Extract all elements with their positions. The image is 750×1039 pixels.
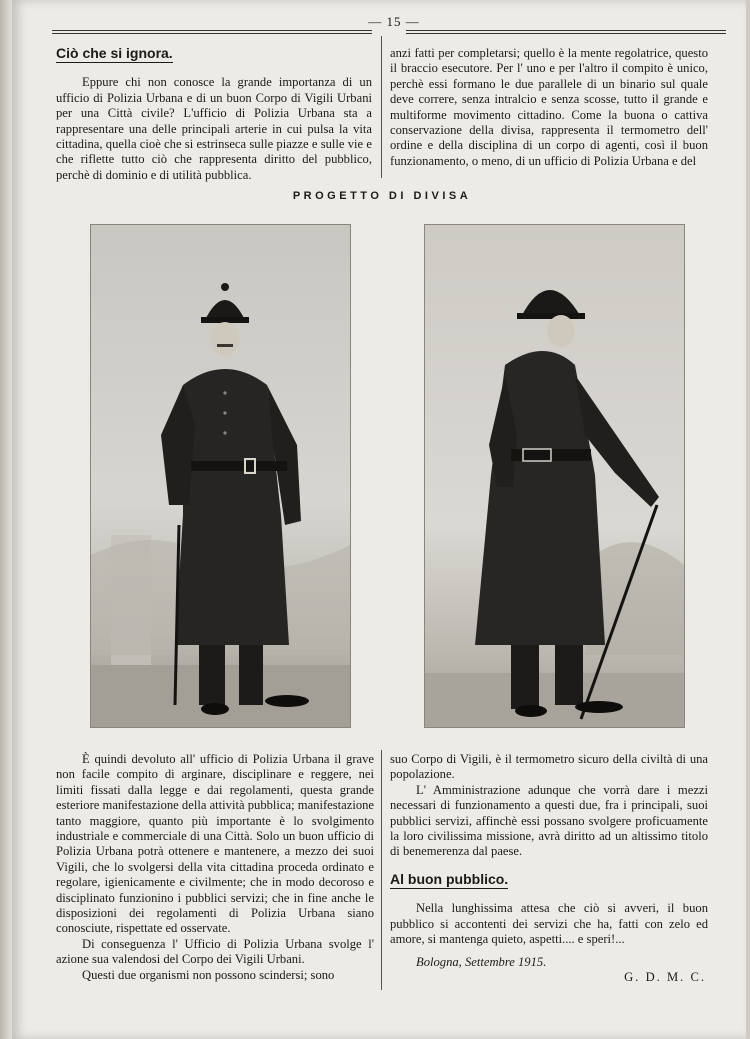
section-heading-ignora: Ciò che si ignora. (56, 46, 173, 63)
column-divider (381, 750, 382, 990)
author-initials: G. D. M. C. (624, 970, 706, 984)
top-left-column (56, 46, 372, 183)
paragraph: Questi due organismi non possono scindersi; sono (82, 967, 335, 982)
place-date: Bologna, Settembre 1915. (416, 955, 547, 970)
top-right-column (390, 46, 708, 169)
paragraph: È quindi devoluto all' ufficio di Polizia Urbana il grave non facile compito di arginare, disciplinare e reggere, nei limiti fissati dalla legge e dai regolamenti, questa grande esteriore manifestazione della attività pubblica; manifestazione tanto maggiore, quanto più importante è lo svolgimento industriale e commerciale di una Città. Solo un buon ufficio di Polizia Urbana potrà ottenere e mantenere, a mezzo dei suoi Vigili, che lo svolgersi della vita cittadina proceda ordinato e regolare, igienicamente e civilmente; che in modo decoroso e disciplinato funzionino i pubblici servizi; che in fine anche le disposizioni dei regolamenti di Polizia Urbana siano conosciute, rispettate ed osservate. (56, 752, 374, 936)
paragraph: Eppure chi non conosce la grande importanza di un ufficio di Polizia Urbana e di un buon Corpo di Vigili Urbani per una Città civile? L'ufficio di Polizia Urbana sta a rappresentare una delle principali arterie in cui pulsa la vita cittadina, quella cioè che si estrinseca sulle piazze e sulle vie e che riflette tutto ciò che rappresenta diritto del pubblico, perchè di dominio e di utilità pubblica. (56, 75, 372, 182)
section-heading-pubblico: Al buon pubblico. (390, 872, 508, 889)
paragraph: Di conseguenza l' Ufficio di Polizia Urbana svolge l' azione sua valendosi del Corpo dei Vigili Urbani. (56, 936, 374, 967)
paragraph: Nella lunghissima attesa che ciò si avveri, il buon pubblico si accontenti dei servizi che ha, fatti con zelo ed amore, si mantenga quieto, aspetti.... e speri!... (390, 901, 708, 947)
uniform-side-photo (424, 224, 685, 728)
page-number: — 15 — (368, 14, 420, 29)
paragraph: suo Corpo di Vigili, è il termometro sicuro della civiltà di una popolazione. (390, 752, 708, 782)
header-rule-right (406, 30, 726, 34)
figure-caption: PROGETTO DI DIVISA (292, 190, 472, 202)
bottom-right-column (390, 752, 708, 971)
uniform-front-photo (90, 224, 351, 728)
paragraph: L' Amministrazione adunque che vorrà dare i mezzi necessari di funzionamento a questi due, fra i principali, suoi pubblici servizi, affinchè essi possano svolgere proficuamente la loro civilissima missione, avrà diritto ad un altissimo titolo di benemerenza dal paese. (390, 782, 708, 859)
bottom-left-column (56, 752, 374, 983)
column-divider (381, 36, 382, 178)
paragraph: anzi fatti per completarsi; quello è la mente regolatrice, questo il braccio esecutore. Per l' uno e per l'altro il compito è unico, perchè essi formano le due parallele di un binario sul quale deve correre, senza intralcio e senza scosse, tutto il grande e multiforme movimento cittadino. Come la buona o cattiva conservazione della divisa, rappresenta il termometro dell' ordine e della disciplina di un corpo di agenti, così il buon funzionamento, o meno, di un ufficio di Polizia Urbana e del (390, 46, 708, 168)
magazine-page (12, 0, 746, 1039)
header-rule-left (52, 30, 372, 34)
